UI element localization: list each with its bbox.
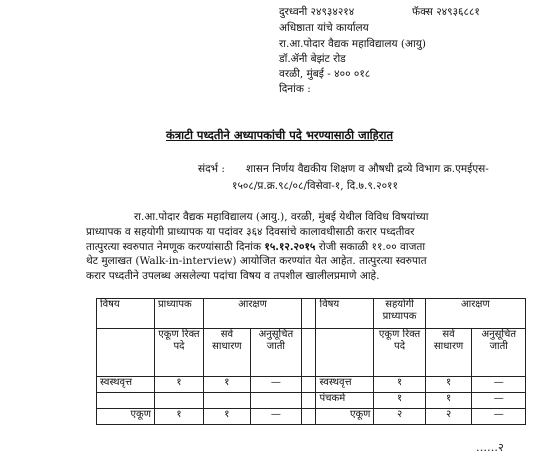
body-line-2: प्राध्यापक व सहयोगी प्राध्यापक या पदांवर ३६४ दिवसांचे कालावधीसाठी करार पध्दतीवर (86, 225, 415, 238)
subheader-sc-right: अनुसूचित जाती (472, 329, 526, 377)
body-line-1: रा.आ.पोदार वैद्यक महाविद्यालय (आयु.), वरळी, मुंबई येथील विविध विषयांच्या (134, 211, 429, 223)
left-total-general: १ (203, 409, 250, 425)
right-total-count: २ (374, 409, 425, 425)
right-total-general: २ (425, 409, 472, 425)
page-continued-marker: ……२ (476, 441, 504, 454)
date-label: दिनांक : (279, 83, 311, 95)
right-subject: पंचकर्म (316, 393, 374, 409)
college-name: रा.आ.पोदार वैद्यक महाविद्यालय (आयु) (279, 38, 426, 50)
subheader-general-right: सर्व साधारण (425, 329, 472, 377)
interview-date: १५.१२.२०१५ (264, 240, 316, 253)
reference-line-2: १५०८/प्र.क्र.९८/०८/विसेवा-१, दि.७.९.२०११ (232, 180, 398, 192)
phone-number: दुरध्वनी २४९३४२१४ (279, 6, 355, 18)
table-row (97, 377, 526, 393)
road-name: डॉ.ॲनी बेझंट रोड (279, 53, 346, 65)
right-total-vacant: १ (374, 393, 425, 409)
reference-line-1: शासन निर्णय वैद्यकीय शिक्षण व औषधी द्रव्ये विभाग क्र.एमईएस- (246, 163, 489, 175)
vacancy-table (96, 298, 526, 425)
table-row (97, 393, 526, 409)
city-pincode: वरळी, मुंबई - ४०० ०१८ (279, 68, 371, 80)
body-line-5: करार पध्दतीने उपलब्ध असलेल्या पदांचा विषय व तपशील खालीलप्रमाणे आहे. (86, 270, 380, 283)
header-reservation-right: आरक्षण (425, 299, 525, 329)
left-total-sc: — (250, 409, 301, 425)
subheader-sc: अनुसूचित जाती (250, 329, 301, 377)
header-subject-right: विषय (316, 299, 374, 329)
right-sc: — (472, 377, 526, 393)
right-sc: — (472, 393, 526, 409)
table-subheader-row (97, 329, 526, 377)
right-general: १ (425, 393, 472, 409)
left-total-label: एकूण (97, 409, 155, 425)
office-name: अधिष्ठाता यांचे कार्यालय (279, 22, 369, 34)
left-subject: स्वस्थवृत्त (97, 377, 155, 393)
left-total-vacant: १ (154, 377, 203, 393)
header-subject: विषय (97, 299, 155, 329)
fax-number: फॅक्स २४९३६८८१ (412, 6, 480, 18)
body-paragraph (86, 210, 506, 284)
left-total-count: १ (154, 409, 203, 425)
body-line-3a: तात्पुरत्या स्वरुपात नेमणूक करण्यांसाठी दिनांक (86, 240, 262, 253)
subheader-total-vacant: एकूण रिक्त पदे (154, 329, 203, 377)
body-line-3b: रोजी सकाळी ११.०० वाजता (318, 240, 426, 253)
header-professor: प्राध्यापक (154, 299, 203, 329)
right-total-label: एकूण (316, 409, 374, 425)
subheader-general: सर्व साधारण (203, 329, 250, 377)
reference-label: संदर्भ : (198, 163, 225, 175)
page-title: कंत्राटी पध्दतीने अध्यापकांची पदे भरण्यासाठी जाहिरात (166, 128, 393, 142)
left-general: १ (203, 377, 250, 393)
right-general: १ (425, 377, 472, 393)
table-total-row (97, 409, 526, 425)
right-total-sc: — (472, 409, 526, 425)
right-subject: स्वस्थवृत्त (316, 377, 374, 393)
table-header-row (97, 299, 526, 329)
header-reservation: आरक्षण (203, 299, 301, 329)
body-line-3 (86, 240, 506, 255)
right-total-vacant: १ (374, 377, 425, 393)
header-assoc-professor: सहयोगी प्राध्यापक (374, 299, 425, 329)
body-line-4: थेट मुलाखत (Walk-in-interview) आयोजित करण्यांत येत आहेत. तात्पुरत्या स्वरुपात (86, 255, 427, 268)
left-sc: — (250, 377, 301, 393)
subheader-total-vacant-right: एकूण रिक्त पदे (374, 329, 425, 377)
